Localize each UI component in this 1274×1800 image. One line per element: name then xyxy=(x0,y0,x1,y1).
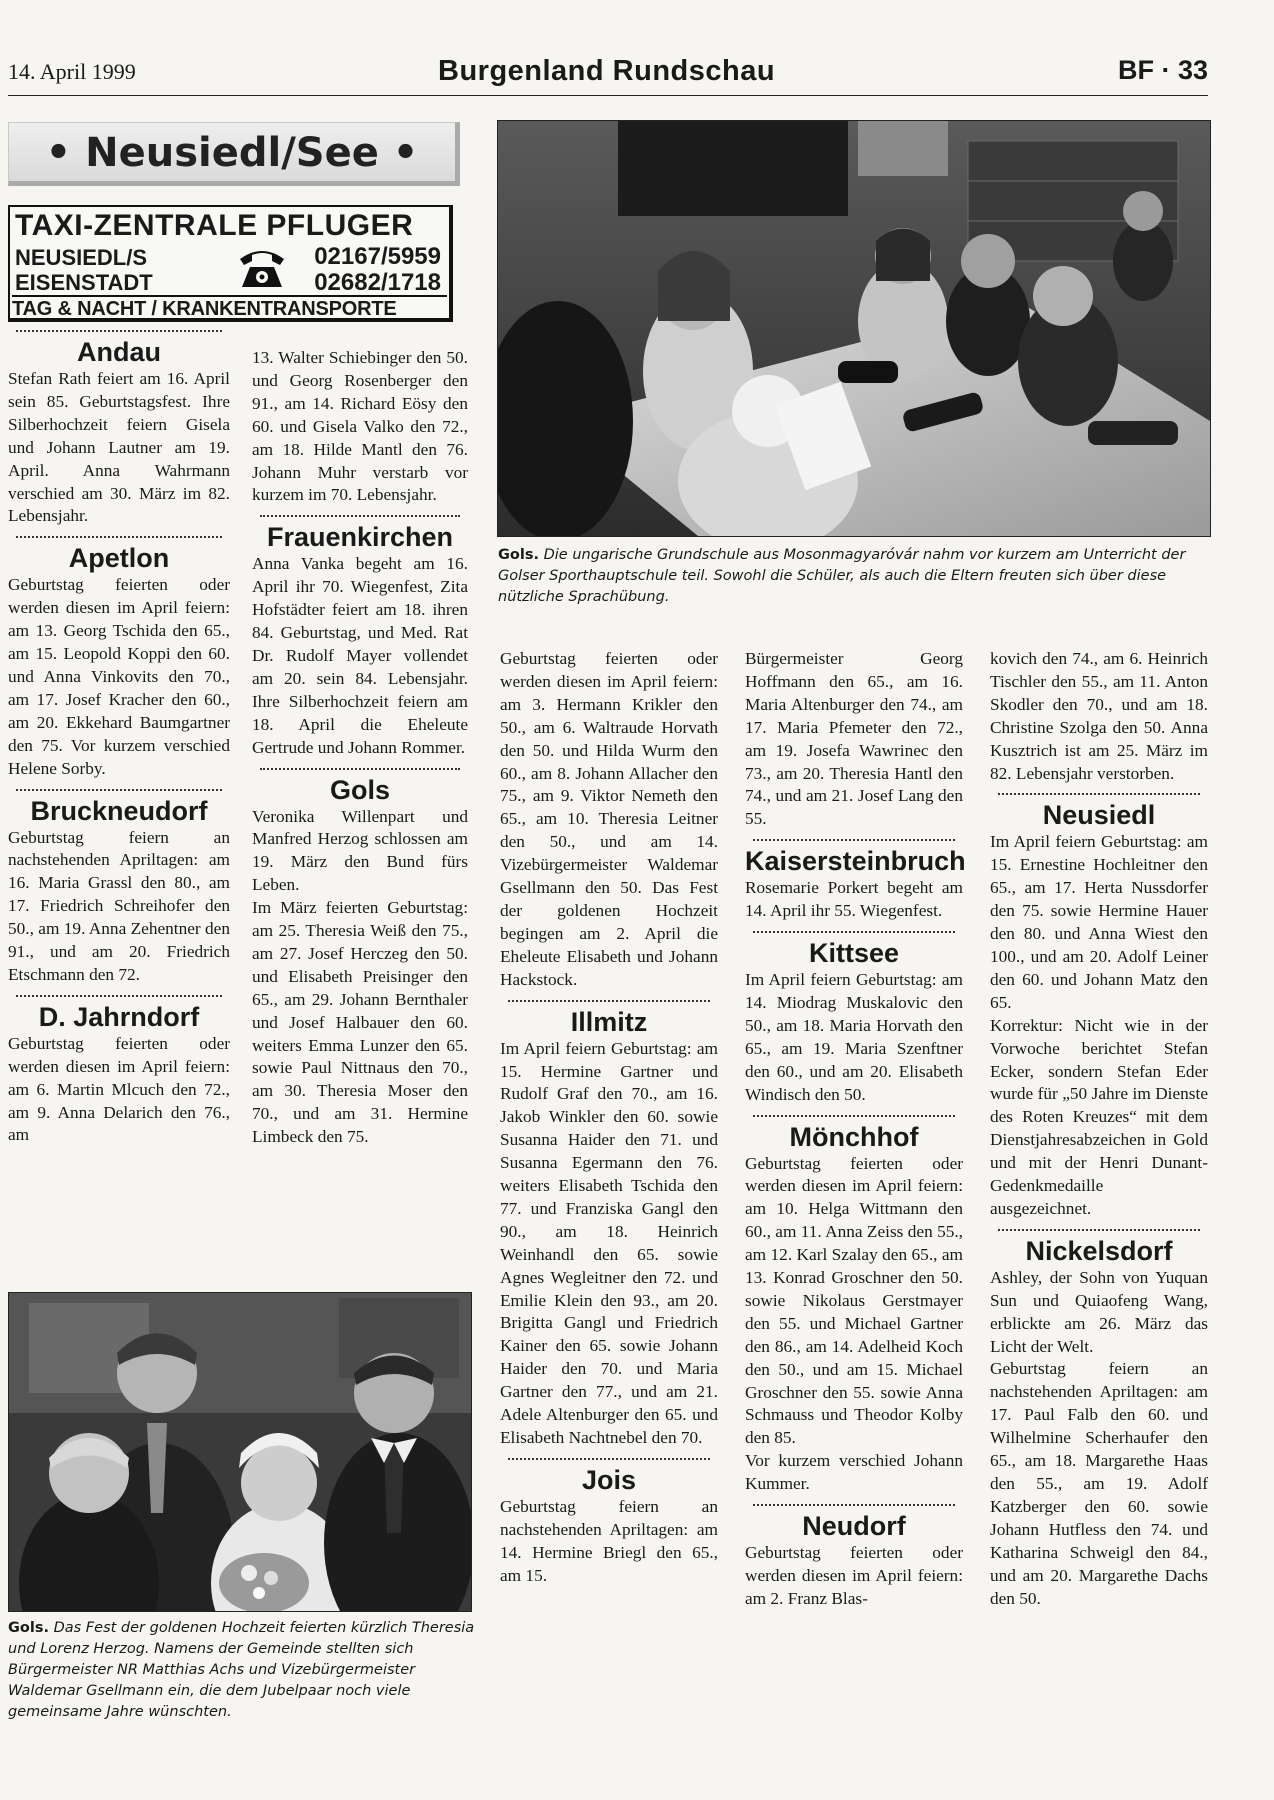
ad-city-2: EISENSTADT xyxy=(15,270,153,295)
region-banner xyxy=(8,122,460,186)
article-kittsee: Im April feiern Geburtstag: am 14. Miodrag Muskalovic den 50., am 18. Maria Horvath den 65., am 19. Maria Szenftner den 60., und am 20. Elisabeth Windisch den 50. xyxy=(745,970,963,1104)
section-heading-kaisersteinbruch: Kaisersteinbruch xyxy=(745,846,966,877)
article-gols-1: Veronika Willenpart und Manfred Herzog schlossen am 19. März den Bund fürs Leben. xyxy=(252,806,468,895)
section-divider xyxy=(16,532,222,538)
section-heading-bruckneudorf: Bruckneudorf xyxy=(30,795,208,826)
photo-golden-wedding xyxy=(8,1292,472,1612)
article-continuation: 13. Walter Schiebinger den 50. und Georg Rosenberger den 91., am 14. Richard Eösy den 60. und Gisela Valko den 72., am 18. Hilde Mantl den 76. Johann Muhr verstarb vor kurzem im 70. Lebensjahr. xyxy=(252,348,468,505)
section-divider xyxy=(753,927,955,933)
issue-date: 14. April 1999 xyxy=(8,59,136,84)
section-divider xyxy=(508,996,710,1002)
ad-company-name: TAXI-ZENTRALE PFLUGER xyxy=(15,209,414,242)
section-divider xyxy=(998,1225,1200,1231)
article-djahrndorf: Geburtstag feierten oder werden diesen im April feiern: am 6. Martin Mlcuch den 72., am 9. Anna Delarich den 76., am xyxy=(8,1033,230,1145)
section-divider xyxy=(753,1111,955,1117)
article-nickelsdorf-2: Geburtstag feiern an nachstehenden Apriltagen: am 17. Paul Falb den 60. und Wilhelmine Scherhaufer den 65., am 18. Margarethe Haas den 55., am 19. Adolf Katzberger den 60. sowie Johann Hutfless den 74. und Katharina Schweigl den 84., und am 20. Margarethe Dachs den 50. xyxy=(990,1359,1208,1608)
photo-caption-golden-wedding xyxy=(8,1618,478,1723)
caption-place: Gols. xyxy=(8,1620,49,1636)
section-divider xyxy=(753,835,955,841)
column-2 xyxy=(252,347,468,1149)
column-4 xyxy=(745,648,966,1611)
article-bruckneudorf: Geburtstag feiern an nachstehenden Apriltagen: am 16. Maria Grassl den 80., am 17. Friedrich Schreihofer den 50., am 19. Anna Zehentner den 91., und am 20. Friedrich Etschmann den 72. xyxy=(8,827,230,984)
article-kaisersteinbruch: Rosemarie Porkert begeht am 14. April ihr 55. Wiegenfest. xyxy=(745,878,963,921)
article-illmitz: Im April feiern Geburtstag: am 15. Hermine Gartner und Rudolf Graf den 70., am 16. Jakob Winkler den 60. sowie Susanna Haider den 71. und Susanna Egermann den 76. weiters Elisabeth Tschida den 77. und Franziska Gangl den 90., am 18. Heinrich Weinhandl den 65. sowie Agnes Wegleitner den 72. und Emilie Klein den 93., am 20. Brigitta Gangl und Friedrich Kainer den 65. sowie Johann Haider den 70. und Maria Gartner den 77., und am 21. Adele Altenburger den 65. und Elisabeth Nachtnebel den 70. xyxy=(500,1038,718,1447)
telephone-icon xyxy=(236,245,288,291)
classroom-photo-image xyxy=(498,121,1210,536)
section-divider xyxy=(508,1454,710,1460)
article-continuation: kovich den 74., am 6. Heinrich Tischler den 55., am 11. Anton Skodler den 70., und am 18. Christine Szolga den 50. Anna Kusztrich ist am 25. März im 82. Lebensjahr verstorben. xyxy=(990,649,1208,783)
article-apetlon: Geburtstag feierten oder werden diesen im April feiern: am 13. Georg Tschida den 65., am 15. Leopold Koppi den 60. und Anna Vinkovits den 70., am 17. Josef Kracher den 60., am 20. Ekkehard Baumgartner den 75. Vor kurzem verschied Helene Sorby. xyxy=(8,575,230,778)
article-frauenkirchen: Anna Vanka begeht am 16. April ihr 70. Wiegenfest, Zita Hofstädter feiert am 18. ihren 84. Geburtstag, und Med. Rat Dr. Rudolf Mayer vollendet am 20. sein 84. Lebensjahr. Ihre Silberhochzeit feiern am 18. April die Eheleute Gertrude und Johann Rommer. xyxy=(252,554,468,757)
article-neusiedl-2: Korrektur: Nicht wie in der Vorwoche berichtet Stefan Ecker, sondern Stefan Eder wurde für „50 Jahre im Dienste des Roten Kreuzes“ mit dem Dienstjahresabzeichen in Gold und mit der Henri Dunant-Gedenkmedaille ausgezeichnet. xyxy=(990,1015,1208,1218)
section-heading-moenchhof: Mönchhof xyxy=(789,1121,919,1152)
section-heading-nickelsdorf: Nickelsdorf xyxy=(1025,1235,1173,1266)
section-divider xyxy=(998,789,1200,795)
section-divider xyxy=(260,511,460,517)
photo-classroom xyxy=(497,120,1211,537)
photo-caption-classroom xyxy=(498,545,1210,608)
ad-phone-2: 02682/1718 xyxy=(314,269,441,296)
column-3 xyxy=(500,648,718,1588)
section-divider xyxy=(16,326,222,332)
ad-city-1: NEUSIEDL/S xyxy=(15,245,148,270)
article-moenchhof-2: Vor kurzem verschied Johann Kummer. xyxy=(745,1451,963,1494)
section-heading-andau: Andau xyxy=(77,337,161,367)
article-continuation: Bürgermeister Georg Hoffmann den 65., am 16. Maria Altenburger den 74., am 17. Maria Pfemeter den 72., am 19. Josefa Wawrinec den 73., am 20. Theresia Hantl den 74., und am 21. Josef Lang den 55. xyxy=(745,649,963,829)
caption-place: Gols. xyxy=(498,547,539,563)
section-heading-jois: Jois xyxy=(581,1464,637,1495)
section-divider xyxy=(260,764,460,770)
section-heading-neudorf: Neudorf xyxy=(802,1511,906,1542)
page-number: BF · 33 xyxy=(1117,55,1208,85)
section-divider xyxy=(753,1500,955,1506)
article-gols-2: Im März feierten Geburtstag: am 25. Theresia Weiß den 75., am 27. Josef Herczeg den 50. und Elisabeth Preisinger den 65., am 29. Johann Bernthaler und Josef Halbauer den 60. weiters Emma Lunzer den 65. sowie Paul Nittnaus den 70., am 30. Theresia Moser den 70., und am 31. Hermine Limbeck den 75. xyxy=(252,898,468,1147)
section-heading-frauenkirchen: Frauenkirchen xyxy=(266,522,454,553)
caption-text: Das Fest der goldenen Hochzeit feierten kürzlich Theresia und Lorenz Herzog. Namens der Gemeinde stellten sich Bürgermeister NR Matthias Achs und Vizebürgermeister Waldemar Gsellmann ein, die dem Jubelpaar noch viele gemeinsame Jahre wünschten. xyxy=(8,1620,475,1720)
caption-text: Die ungarische Grundschule aus Mosonmagyaróvár nahm vor kurzem am Unterricht der Golser Sporthauptschule teil. Sowohl die Schüler, als auch die Eltern freuten sich über diese nützliche Sprachübung. xyxy=(498,547,1186,605)
section-heading-kittsee: Kittsee xyxy=(808,938,900,969)
page-header xyxy=(8,55,1208,96)
section-heading-djahrndorf: D. Jahrndorf xyxy=(38,1001,200,1032)
column-1 xyxy=(8,326,230,1147)
newspaper-title: Burgenland Rundschau xyxy=(438,55,776,87)
ad-phone-1: 02167/5959 xyxy=(314,243,441,270)
article-nickelsdorf-1: Ashley, der Sohn von Yuquan Sun und Quiaofeng Wang, erblickte am 26. März das Licht der Welt. xyxy=(990,1267,1208,1356)
article-andau: Stefan Rath feiert am 16. April sein 85. Geburtstagsfest. Ihre Silberhochzeit feiern Gisela und Johann Lautner am 19. April. Anna Wahrmann verschied am 30. März im 82. Lebensjahr. xyxy=(8,369,230,526)
article-jois: Geburtstag feiern an nachstehenden Apriltagen: am 14. Hermine Briegl den 65., am 15. xyxy=(500,1496,718,1585)
article-neusiedl-1: Im April feiern Geburtstag: am 15. Ernestine Hochleitner den 65., am 17. Herta Nussdorfer den 75. sowie Hermine Hauer den 80. und Anna Wiest den 100., und am 20. Adolf Leiner den 60. und Johann Matz den 65. xyxy=(990,832,1208,1012)
golden-wedding-photo-image xyxy=(9,1293,471,1611)
section-divider xyxy=(16,785,222,791)
section-divider xyxy=(16,991,222,997)
taxi-advertisement xyxy=(8,205,453,322)
section-heading-apetlon: Apetlon xyxy=(68,543,170,574)
article-continuation: Geburtstag feierten oder werden diesen im April feiern: am 3. Hermann Krikler den 50., am 6. Waltraude Horvath den 50. und Hilda Wurm den 60., am 8. Johann Allacher den 75., am 9. Viktor Nemeth den 65., am 10. Theresia Leitner den 50., und am 14. Vizebürgermeister Waldemar Gsellmann den 50. Das Fest der goldenen Hochzeit begingen am 2. April die Eheleute Elisabeth und Johann Hackstock. xyxy=(500,649,718,989)
section-heading-illmitz: Illmitz xyxy=(570,1006,648,1037)
section-heading-gols: Gols xyxy=(329,774,390,805)
column-5 xyxy=(990,648,1208,1610)
article-neudorf: Geburtstag feierten oder werden diesen im April feiern: am 2. Franz Blas- xyxy=(745,1543,963,1608)
section-heading-neusiedl: Neusiedl xyxy=(1042,800,1156,831)
ad-slogan: TAG & NACHT / KRANKENTRANSPORTE xyxy=(12,295,447,321)
region-title: • Neusiedl/See • xyxy=(45,130,419,176)
article-moenchhof-1: Geburtstag feierten oder werden diesen im April feiern: am 10. Helga Wittmann den 60., am 11. Anna Zeiss den 55., am 12. Karl Szalay den 65., am 13. Konrad Groschner den 50. sowie Nikolaus Gerstmayer den 55. und Michael Gartner den 86., am 14. Adelheid Koch den 50., und am 15. Michael Groschner den 55. sowie Anna Schmauss und Theodor Kolby den 85. xyxy=(745,1153,963,1448)
